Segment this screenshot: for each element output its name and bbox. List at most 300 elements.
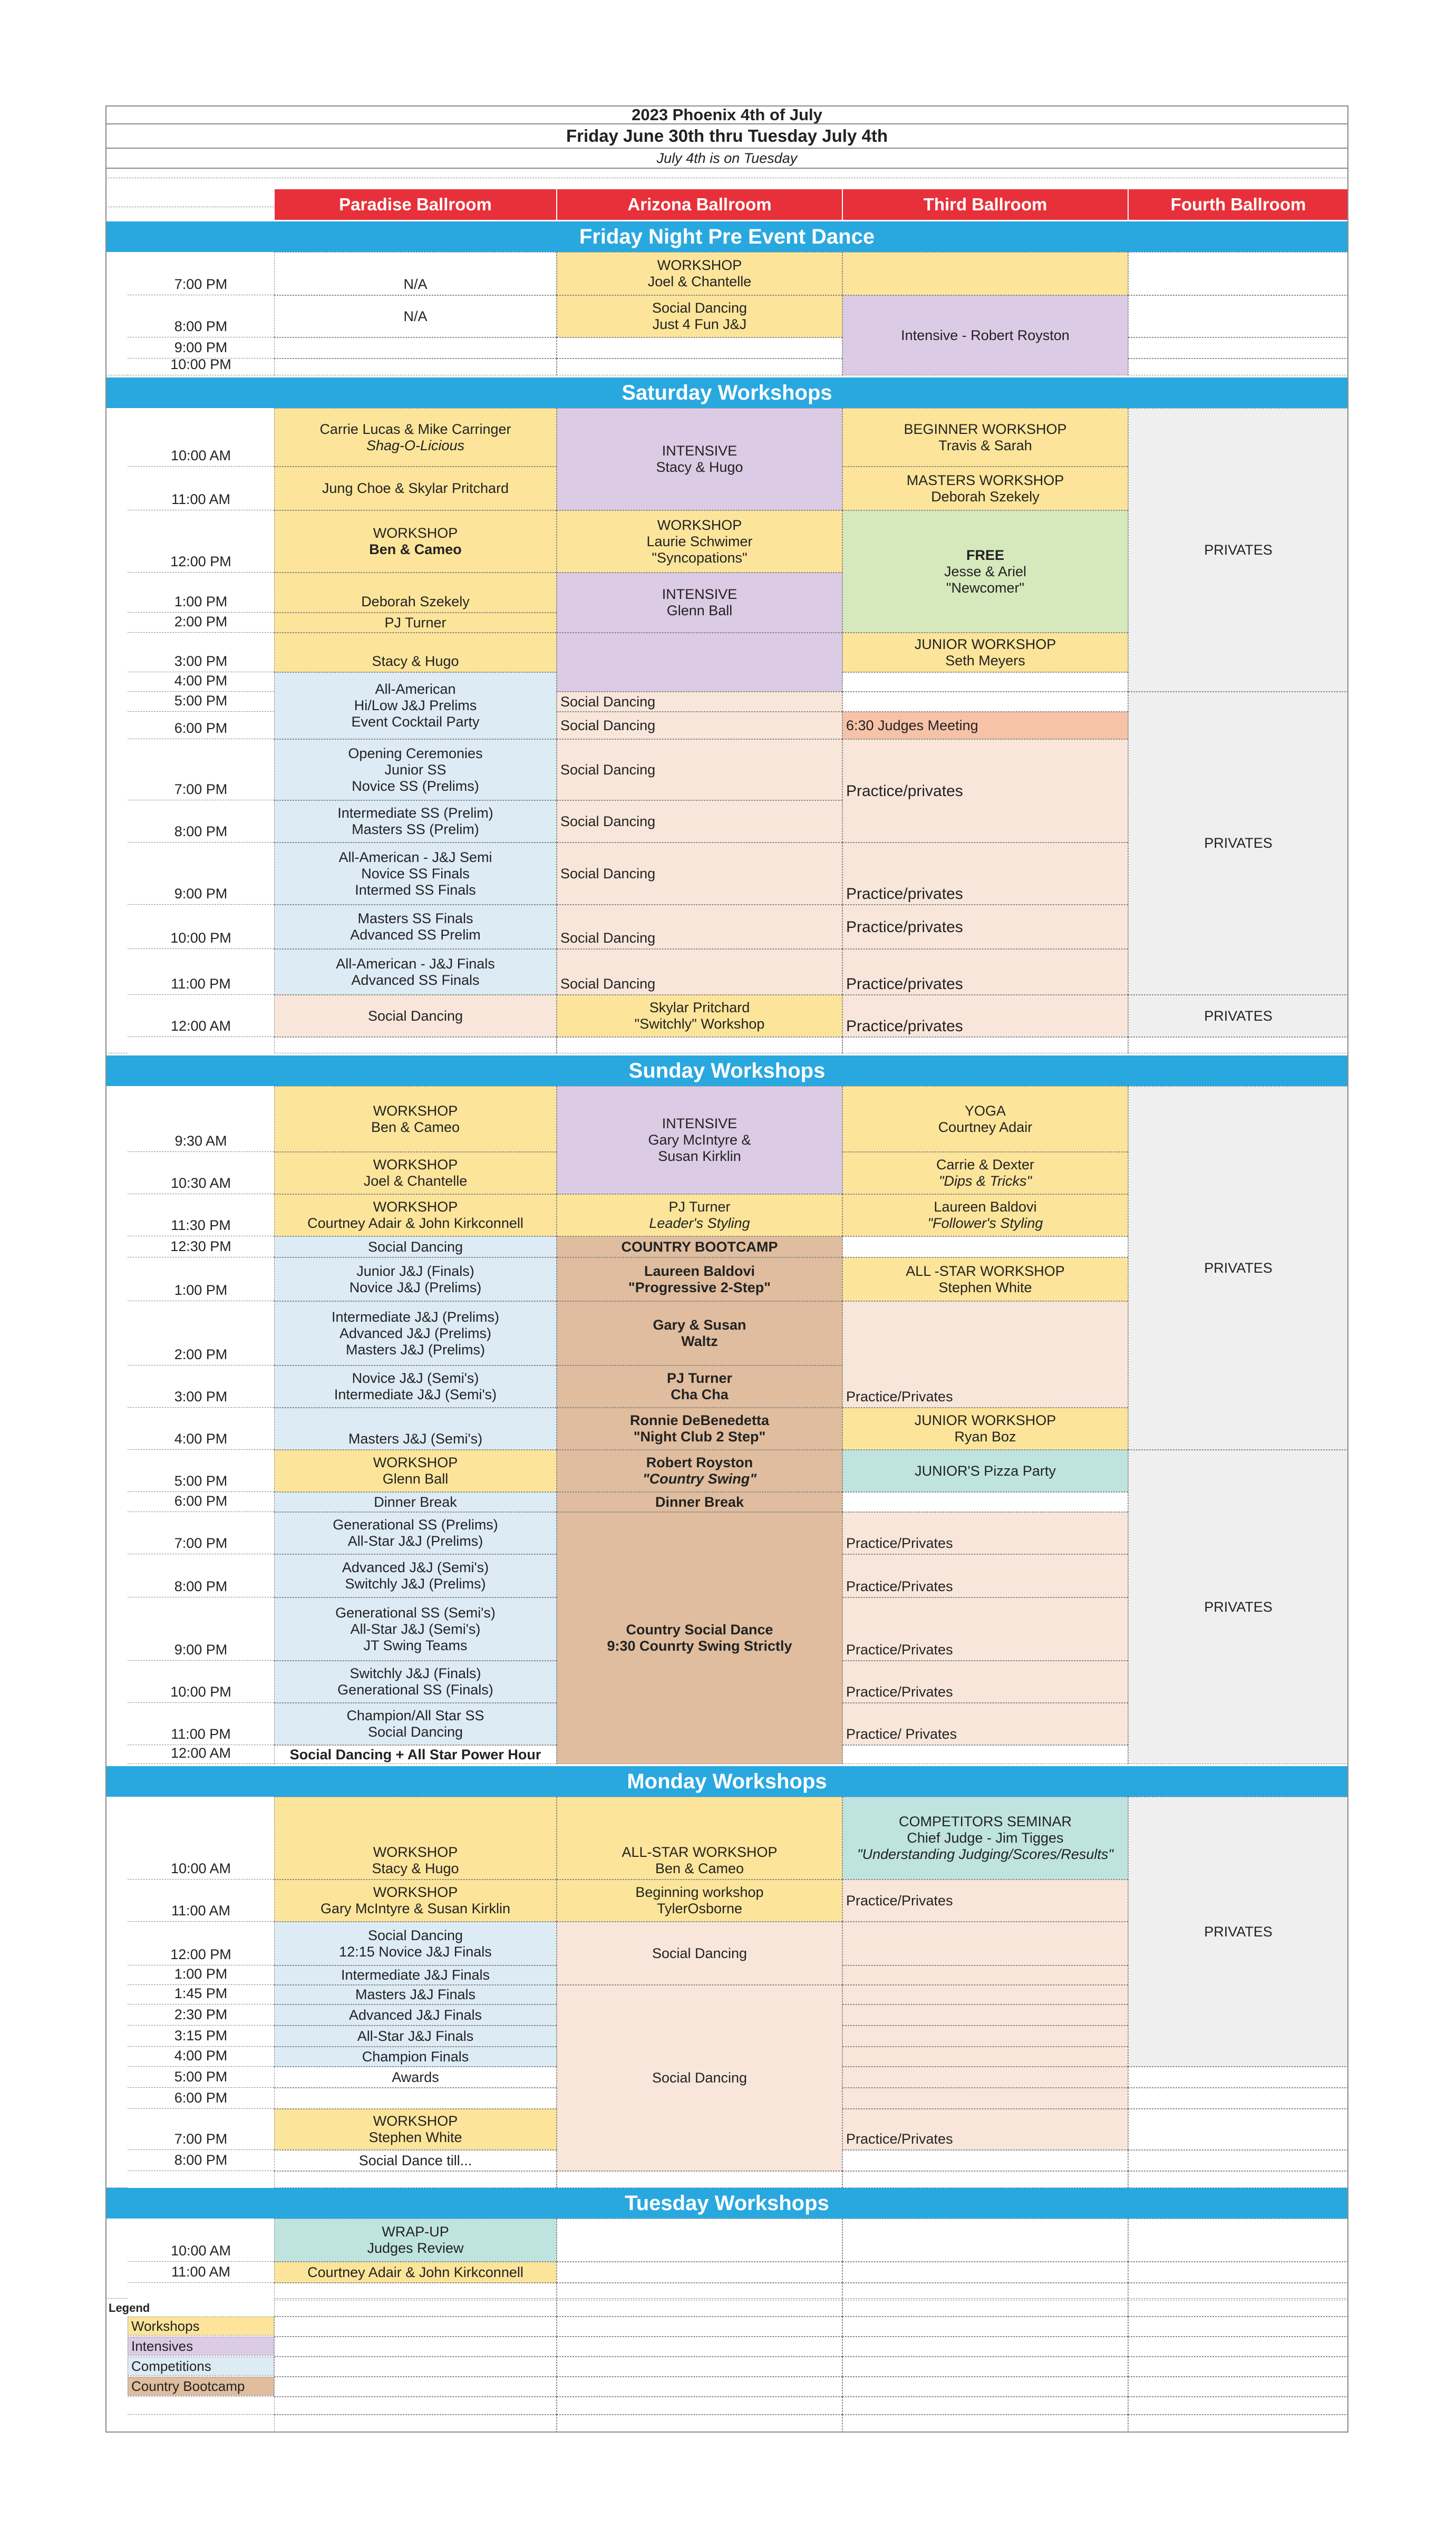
cell-text: INTENSIVE [662, 443, 737, 459]
friday-fourth-10 [1128, 359, 1348, 375]
cell-text: Deborah Szekely [931, 488, 1040, 505]
cell-text: Glenn Ball [666, 603, 733, 618]
time-label: 6:00 PM [128, 1492, 274, 1512]
mon-third-s8 [842, 2088, 1128, 2109]
blank-grid [128, 2377, 274, 2397]
blank-grid [557, 2337, 842, 2357]
sun-third-pizza [842, 1450, 1128, 1492]
cell-text: 6:30 Judges Meeting [846, 717, 978, 733]
sat-paradise-blank [274, 1037, 557, 1053]
mon-gap [274, 2171, 557, 2188]
cell-text: Ryan Boz [954, 1429, 1016, 1445]
cell-text: Stacy & Hugo [656, 459, 743, 475]
time-label: 3:15 PM [128, 2026, 274, 2047]
friday-third-intensive [842, 295, 1128, 375]
cell-text: Laureen Baldovi [644, 1263, 755, 1279]
friday-paradise-10pm [274, 359, 557, 375]
cell-text: Switchly J&J (Finals) [350, 1665, 481, 1681]
cell-text: N/A [403, 276, 428, 292]
cell-text: Intermediate SS (Prelim) [337, 805, 493, 821]
time-label: 1:00 PM [128, 1965, 274, 1985]
blank-grid [274, 2415, 557, 2433]
sun-fourth-privates2 [1128, 1450, 1348, 1764]
cell-text: Masters SS Finals [357, 910, 473, 926]
cell-text: Hi/Low J&J Prelims [354, 698, 477, 713]
cell-text: "Syncopations" [652, 549, 748, 566]
time-label: 10:00 PM [128, 1661, 274, 1703]
tue-blank [557, 2219, 842, 2262]
friday-fourth-9 [1128, 337, 1348, 359]
mon-third-practice2 [842, 2109, 1128, 2150]
sun-paradise-dinner [274, 1492, 557, 1512]
sun-paradise-intermediate [274, 1301, 557, 1365]
column-header: Paradise Ballroom [274, 189, 557, 220]
column-header: Fourth Ballroom [1128, 189, 1348, 220]
blank-grid [842, 2415, 1128, 2433]
cell-text: "Newcomer" [946, 579, 1025, 596]
time-label: 10:00 AM [128, 2219, 274, 2262]
mon-paradise-social [274, 1922, 557, 1965]
cell-text: JUNIOR WORKSHOP [914, 636, 1056, 652]
sat-third-practice2 [842, 842, 1128, 905]
sun-third-yoga [842, 1086, 1128, 1152]
cell-text: Social Dancing [560, 930, 656, 946]
sun-paradise-social [274, 1236, 557, 1257]
cell-text: Carrie & Dexter [936, 1157, 1035, 1173]
cell-text: Social Dancing [560, 976, 656, 992]
time-label: 2:00 PM [128, 1301, 274, 1365]
sun-third-practice2 [842, 1512, 1128, 1554]
time-label: 10:00 PM [128, 905, 274, 949]
sat-arizona-social7 [557, 949, 842, 995]
cell-text: Leader's Styling [649, 1215, 750, 1231]
cell-text: Laureen Baldovi [934, 1199, 1037, 1215]
tue-paradise-blank [274, 2283, 557, 2299]
cell-text: Masters J&J Finals [355, 1987, 476, 2002]
cell-text: WORKSHOP [373, 1844, 458, 1860]
sat-paradise-carrie [274, 408, 557, 467]
blank-grid [274, 2397, 557, 2415]
sun-arizona-country [557, 1512, 842, 1764]
blank-grid [842, 2300, 1128, 2317]
cell-text: Generational SS (Finals) [337, 1682, 493, 1698]
mon-arizona-social1 [557, 1922, 842, 1985]
cell-text: Practice/Privates [846, 1578, 953, 1594]
sat-third-judges [842, 712, 1128, 739]
cell-text: Joel & Chantelle [363, 1173, 468, 1189]
cell-text: Advanced J&J (Prelims) [339, 1325, 492, 1341]
time-label: 3:00 PM [128, 1365, 274, 1408]
cell-text: WORKSHOP [373, 2113, 458, 2129]
sat-third-practice4 [842, 949, 1128, 995]
cell-text: Shag-O-Licious [366, 437, 465, 453]
blank-grid [557, 2377, 842, 2397]
cell-text: COUNTRY BOOTCAMP [621, 1238, 778, 1255]
row-divider [105, 1037, 128, 1053]
cell-text: Social Dancing [652, 1945, 748, 1961]
sat-arizona-skylar [557, 995, 842, 1037]
blank-grid [274, 2337, 557, 2357]
sat-third-practice3 [842, 905, 1128, 949]
cell-text: PJ Turner [666, 1370, 733, 1386]
sun-third-allstar [842, 1257, 1128, 1301]
tue-blank [1128, 2262, 1348, 2283]
time-label: 1:00 PM [128, 573, 274, 613]
mon-paradise-socialtill [274, 2150, 557, 2171]
blank-grid [1128, 2377, 1348, 2397]
cell-text: Junior J&J (Finals) [356, 1263, 474, 1279]
mon-third-s7 [842, 2067, 1128, 2088]
cell-text: Stacy & Hugo [372, 1861, 459, 1876]
sun-paradise-junior [274, 1257, 557, 1301]
time-label: 12:00 AM [128, 995, 274, 1037]
sat-arizona-social2 [557, 712, 842, 739]
cell-text: Courtney Adair & John Kirkconnell [307, 1215, 523, 1231]
time-label: 7:00 PM [128, 1512, 274, 1554]
row-divider [105, 2171, 128, 2188]
mon-paradise-stacy [274, 1797, 557, 1880]
spacer-row [105, 168, 1348, 178]
cell-text: Jung Choe & Skylar Pritchard [322, 480, 509, 496]
cell-text: Masters J&J (Prelims) [345, 1341, 485, 1358]
cell-text: Novice J&J (Prelims) [349, 1279, 482, 1295]
cell-text: Intermediate J&J (Prelims) [331, 1309, 500, 1325]
sat-paradise-pj [274, 613, 557, 633]
cell-text: "Country Swing" [642, 1471, 757, 1487]
cell-text: YOGA [964, 1102, 1006, 1119]
cell-text: MASTERS WORKSHOP [906, 472, 1064, 488]
time-label: 9:00 PM [128, 1597, 274, 1661]
cell-text: ALL -STAR WORKSHOP [906, 1263, 1065, 1279]
cell-text: Social Dance till... [358, 2152, 472, 2168]
sun-fourth-privates1 [1128, 1086, 1348, 1450]
sun-paradise-glenn [274, 1450, 557, 1492]
cell-text: Social Dancing [367, 1927, 463, 1943]
cell-text: JUNIOR'S Pizza Party [915, 1462, 1056, 1479]
blank-grid [128, 2415, 274, 2433]
sat-arizona-social3 [557, 739, 842, 800]
blank-grid [1128, 2300, 1348, 2317]
sun-arizona-pjcha [557, 1365, 842, 1408]
cell-text: Social Dancing [652, 300, 748, 316]
cell-text: Generational SS (Prelims) [333, 1517, 498, 1533]
cell-text: PRIVATES [1204, 1923, 1273, 1940]
cell-text: Social Dancing [652, 2070, 748, 2086]
time-label: 11:00 PM [128, 1703, 274, 1745]
mon-fourth-b1 [1128, 2067, 1348, 2088]
sun-paradise-champion [274, 1703, 557, 1745]
time-label: 3:00 PM [128, 633, 274, 672]
sun-arizona-gary [557, 1301, 842, 1365]
legend-swatch: Country Bootcamp [128, 2377, 274, 2396]
cell-text: Masters J&J (Semi's) [348, 1431, 483, 1447]
sun-third-practice6 [842, 1703, 1128, 1745]
cell-text: Novice SS (Prelims) [352, 778, 479, 794]
cell-text: Advanced SS Prelim [350, 927, 481, 943]
cell-text: Deborah Szekely [361, 594, 470, 609]
time-label: 11:30 PM [128, 1194, 274, 1236]
cell-text: Intermed SS Finals [355, 881, 476, 898]
sat-arizona-intensive2 [557, 633, 842, 692]
blank-grid [557, 2300, 842, 2317]
time-label: 5:00 PM [128, 2067, 274, 2088]
cell-text: Glenn Ball [382, 1471, 449, 1487]
title-line: Friday June 30th thru Tuesday July 4th [105, 123, 1348, 148]
sat-arizona-social4 [557, 800, 842, 842]
cell-text: Social Dancing [560, 717, 656, 733]
tue-blank [1128, 2219, 1348, 2262]
cell-text: WORKSHOP [373, 1199, 458, 1215]
time-label: 11:00 AM [128, 467, 274, 510]
tue-blank [842, 2219, 1128, 2262]
mon-gap [557, 2171, 842, 2188]
mon-third-s5 [842, 2026, 1128, 2047]
mon-third-seminar [842, 1797, 1128, 1880]
row-divider [105, 252, 128, 375]
cell-text: Social Dancing [367, 1724, 463, 1740]
cell-text: Gary McIntyre & Susan Kirklin [320, 1901, 511, 1916]
mon-paradise-masters [274, 1985, 557, 2004]
cell-text: Ronnie DeBenedetta [629, 1412, 770, 1428]
cell-text: TylerOsborne [656, 1901, 743, 1916]
blank-grid [1128, 2317, 1348, 2337]
mon-fourth-b2 [1128, 2088, 1348, 2109]
sat-paradise-deborah [274, 573, 557, 613]
friday-paradise-7pm [274, 252, 557, 295]
cell-text: Intensive - Robert Royston [901, 327, 1070, 343]
sat-fourth-privates1 [1128, 408, 1348, 692]
cell-text: Champion/All Star SS [346, 1708, 484, 1723]
mon-arizona-allstar [557, 1797, 842, 1880]
cell-text: Practice/ Privates [846, 1726, 957, 1742]
sat-arizona-blank [557, 1037, 842, 1053]
sun-paradise-joel [274, 1152, 557, 1194]
cell-text: Practice/privates [846, 918, 963, 936]
sat-arizona-intensive [557, 408, 842, 510]
sun-paradise-advanced [274, 1554, 557, 1597]
legend-swatch: Workshops [128, 2317, 274, 2336]
cell-text: "Follower's Styling [927, 1215, 1043, 1231]
sat-third-free [842, 510, 1128, 633]
cell-text: Practice/Privates [846, 1642, 953, 1658]
cell-text: All-Star J&J (Prelims) [347, 1533, 483, 1549]
mon-third-s3 [842, 1985, 1128, 2004]
cell-text: Practice/privates [846, 782, 963, 800]
time-label: 12:30 PM [128, 1236, 274, 1257]
blank-grid [1128, 2397, 1348, 2415]
time-label: 12:00 PM [128, 510, 274, 573]
mon-paradise-stephen [274, 2109, 557, 2150]
cell-text: All-American - J&J Semi [338, 849, 492, 865]
cell-text: INTENSIVE [662, 586, 737, 602]
section-header: Monday Workshops [105, 1766, 1348, 1797]
cell-text: Social Dancing [560, 693, 656, 710]
sat-third-junior [842, 633, 1128, 672]
cell-text: N/A [403, 308, 428, 324]
sat-third-blank2 [842, 692, 1128, 712]
sun-arizona-robert [557, 1450, 842, 1492]
cell-text: PRIVATES [1204, 835, 1273, 851]
sat-arizona-social5 [557, 842, 842, 905]
cell-text: JT Swing Teams [363, 1637, 468, 1653]
time-label: 10:00 AM [128, 408, 274, 467]
cell-text: All-Star J&J Finals [357, 2028, 474, 2044]
section-header: Saturday Workshops [105, 377, 1348, 408]
cell-text: INTENSIVE [662, 1116, 737, 1131]
mon-third-s2 [842, 1965, 1128, 1985]
mon-fourth-privates [1128, 1797, 1348, 2067]
cell-text: Stephen White [368, 2129, 462, 2145]
cell-text: Junior SS [384, 761, 446, 778]
cell-text: Susan Kirklin [658, 1148, 741, 1164]
cell-text: FREE [966, 547, 1004, 563]
cell-text: Practice/Privates [846, 1684, 953, 1700]
legend-swatch: Competitions [128, 2357, 274, 2376]
mon-gap [1128, 2171, 1348, 2188]
section-header: Tuesday Workshops [105, 2188, 1348, 2219]
cell-text: Awards [392, 2069, 439, 2085]
blank-grid [842, 2317, 1128, 2337]
tue-blank [557, 2283, 842, 2299]
time-label: 8:00 PM [128, 295, 274, 337]
sat-third-masters [842, 467, 1128, 510]
cell-text: Judges Review [367, 2240, 464, 2256]
sun-third-blank3 [842, 1745, 1128, 1764]
mon-paradise-intermediate [274, 1965, 557, 1985]
blank-grid [274, 2300, 557, 2317]
cell-text: Social Dancing [367, 1238, 463, 1255]
title-line: July 4th is on Tuesday [105, 148, 1348, 168]
time-label: 5:00 PM [128, 1450, 274, 1492]
cell-text: Ben & Cameo [655, 1861, 744, 1876]
sat-paradise-social [274, 995, 557, 1037]
cell-text: Social Dancing [560, 761, 656, 778]
cell-text: PRIVATES [1204, 1260, 1273, 1276]
cell-text: Beginning workshop [635, 1884, 764, 1900]
mon-third-s4 [842, 2004, 1128, 2026]
cell-text: 12:15 Novice J&J Finals [339, 1943, 492, 1960]
cell-text: Novice J&J (Semi's) [352, 1370, 479, 1386]
cell-text: Practice/Privates [846, 1892, 953, 1909]
tue-blank [557, 2262, 842, 2283]
friday-arizona-9 [557, 337, 842, 359]
time-label: 7:00 PM [128, 739, 274, 800]
time-label: 10:00 AM [128, 1797, 274, 1880]
friday-arizona-10 [557, 359, 842, 375]
mon-paradise-blank [274, 2088, 557, 2109]
sun-paradise-switchly [274, 1661, 557, 1703]
cell-text: Practice/privates [846, 1018, 963, 1035]
cell-text: Practice/Privates [846, 1389, 953, 1404]
cell-text: COMPETITORS SEMINAR [898, 1814, 1072, 1829]
sat-third-practice1 [842, 739, 1128, 842]
sun-arizona-laureen [557, 1257, 842, 1301]
sun-third-practice1 [842, 1301, 1128, 1408]
cell-text: Laurie Schwimer [646, 533, 753, 549]
mon-third-blank [842, 2150, 1128, 2171]
cell-text: PRIVATES [1204, 1008, 1273, 1024]
cell-text: WORKSHOP [373, 525, 458, 541]
sun-arizona-intensive [557, 1086, 842, 1194]
cell-text: Champion Finals [362, 2048, 469, 2065]
cell-text: PJ Turner [384, 614, 446, 631]
cell-text: Practice/privates [846, 885, 963, 903]
cell-text: Generational SS (Semi's) [335, 1604, 496, 1621]
cell-text: "Night Club 2 Step" [633, 1429, 766, 1445]
blank-grid [842, 2357, 1128, 2377]
cell-text: Intermediate J&J Finals [341, 1967, 490, 1983]
time-label: 9:00 PM [128, 842, 274, 905]
friday-fourth-7 [1128, 252, 1348, 295]
time-label: 4:00 PM [128, 672, 274, 692]
blank-grid [128, 2397, 274, 2415]
sun-third-practice4 [842, 1597, 1128, 1661]
mon-gap [842, 2171, 1128, 2188]
time-label: 1:45 PM [128, 1985, 274, 2004]
cell-text: Ben & Cameo [369, 541, 462, 557]
tue-blank [842, 2262, 1128, 2283]
sun-paradise-masters [274, 1408, 557, 1450]
mon-third-practice1 [842, 1880, 1128, 1922]
sun-paradise-generational [274, 1512, 557, 1554]
time-label: 11:00 AM [128, 1880, 274, 1922]
friday-fourth-8 [1128, 295, 1348, 337]
sat-paradise-stacy [274, 633, 557, 672]
friday-paradise-8pm [274, 295, 557, 337]
sat-paradise-semi [274, 842, 557, 905]
cell-text: WORKSHOP [373, 1157, 458, 1173]
sun-paradise-novice [274, 1365, 557, 1408]
cell-text: Social Dancing [560, 865, 656, 881]
cell-text: Robert Royston [646, 1455, 753, 1470]
header-spacer [105, 178, 274, 207]
sat-fourth-privates3 [1128, 995, 1348, 1037]
cell-text: Advanced J&J (Semi's) [342, 1559, 489, 1575]
sun-paradise-powerhour [274, 1745, 557, 1764]
blank-grid [1128, 2337, 1348, 2357]
mon-paradise-awards [274, 2067, 557, 2088]
mon-fourth-b3 [1128, 2109, 1348, 2150]
cell-text: Advanced SS Finals [351, 972, 480, 988]
sat-arizona-social1 [557, 692, 842, 712]
sat-arizona-laurie [557, 510, 842, 573]
mon-third-s1 [842, 1922, 1128, 1965]
blank-grid [274, 2377, 557, 2397]
sat-third-blank1 [842, 672, 1128, 692]
time-label: 10:30 AM [128, 1152, 274, 1194]
cell-text: Seth Meyers [945, 652, 1025, 669]
sun-third-blank2 [842, 1492, 1128, 1512]
time-label: 5:00 PM [128, 692, 274, 712]
sun-arizona-pj [557, 1194, 842, 1236]
cell-text: BEGINNER WORKSHOP [904, 421, 1067, 437]
time-label: 2:00 PM [128, 613, 274, 633]
time-label: 4:00 PM [128, 1408, 274, 1450]
time-label: 7:00 PM [128, 252, 274, 295]
sun-paradise-ben [274, 1086, 557, 1152]
cell-text: Gary & Susan [653, 1317, 746, 1333]
mon-paradise-champion [274, 2047, 557, 2067]
mon-third-s6 [842, 2047, 1128, 2067]
cell-text: ALL-STAR WORKSHOP [622, 1844, 778, 1860]
sun-paradise-gensemi [274, 1597, 557, 1661]
cell-text: WORKSHOP [657, 257, 742, 273]
sat-paradise-opening [274, 739, 557, 800]
cell-text: Skylar Pritchard [649, 1000, 750, 1015]
mon-arizona-social2 [557, 1985, 842, 2171]
cell-text: "Progressive 2-Step" [628, 1279, 771, 1295]
blank-grid [557, 2397, 842, 2415]
